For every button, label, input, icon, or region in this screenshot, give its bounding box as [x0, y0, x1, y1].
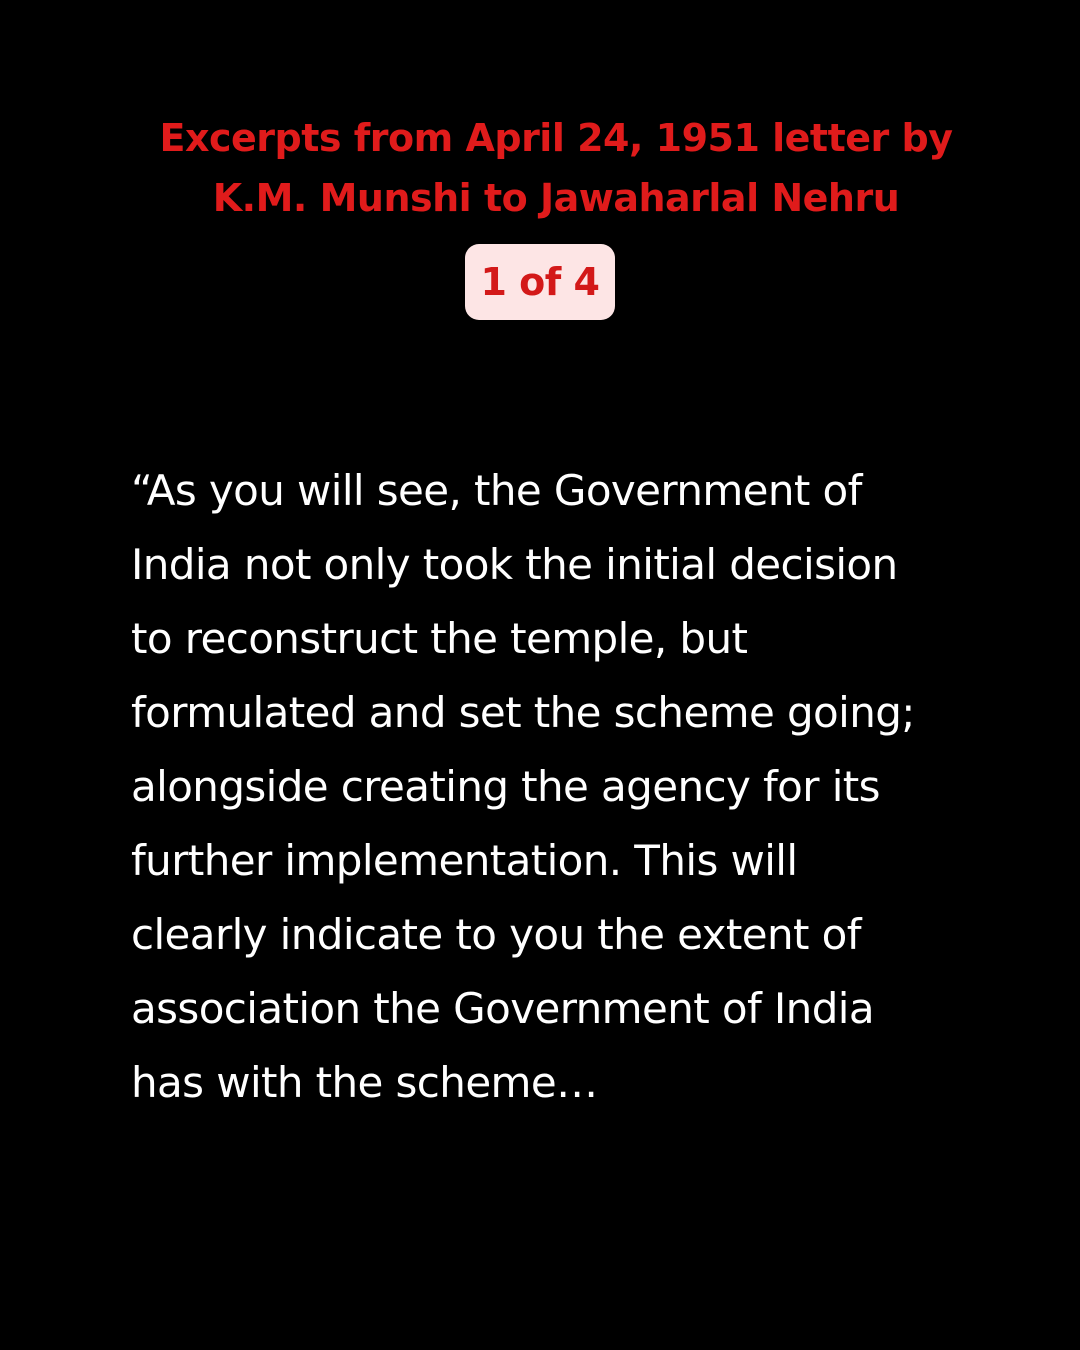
quote-line: alongside creating the agency for its — [131, 762, 880, 811]
quote-line: to reconstruct the temple, but — [131, 614, 748, 663]
quote-text — [131, 454, 1011, 1120]
quote-line: further implementation. This will — [131, 836, 798, 885]
page-indicator-badge: 1 of 4 — [465, 244, 615, 320]
page-title — [90, 108, 1022, 228]
quote-line: “As you will see, the Government of — [131, 466, 862, 515]
title-line: K.M. Munshi to Jawaharlal Nehru — [212, 176, 900, 220]
quote-line: formulated and set the scheme going; — [131, 688, 915, 737]
title-line: Excerpts from April 24, 1951 letter by — [159, 116, 953, 160]
quote-line: association the Government of India — [131, 984, 874, 1033]
quote-line: has with the scheme… — [131, 1058, 598, 1107]
quote-line: clearly indicate to you the extent of — [131, 910, 861, 959]
quote-line: India not only took the initial decision — [131, 540, 898, 589]
